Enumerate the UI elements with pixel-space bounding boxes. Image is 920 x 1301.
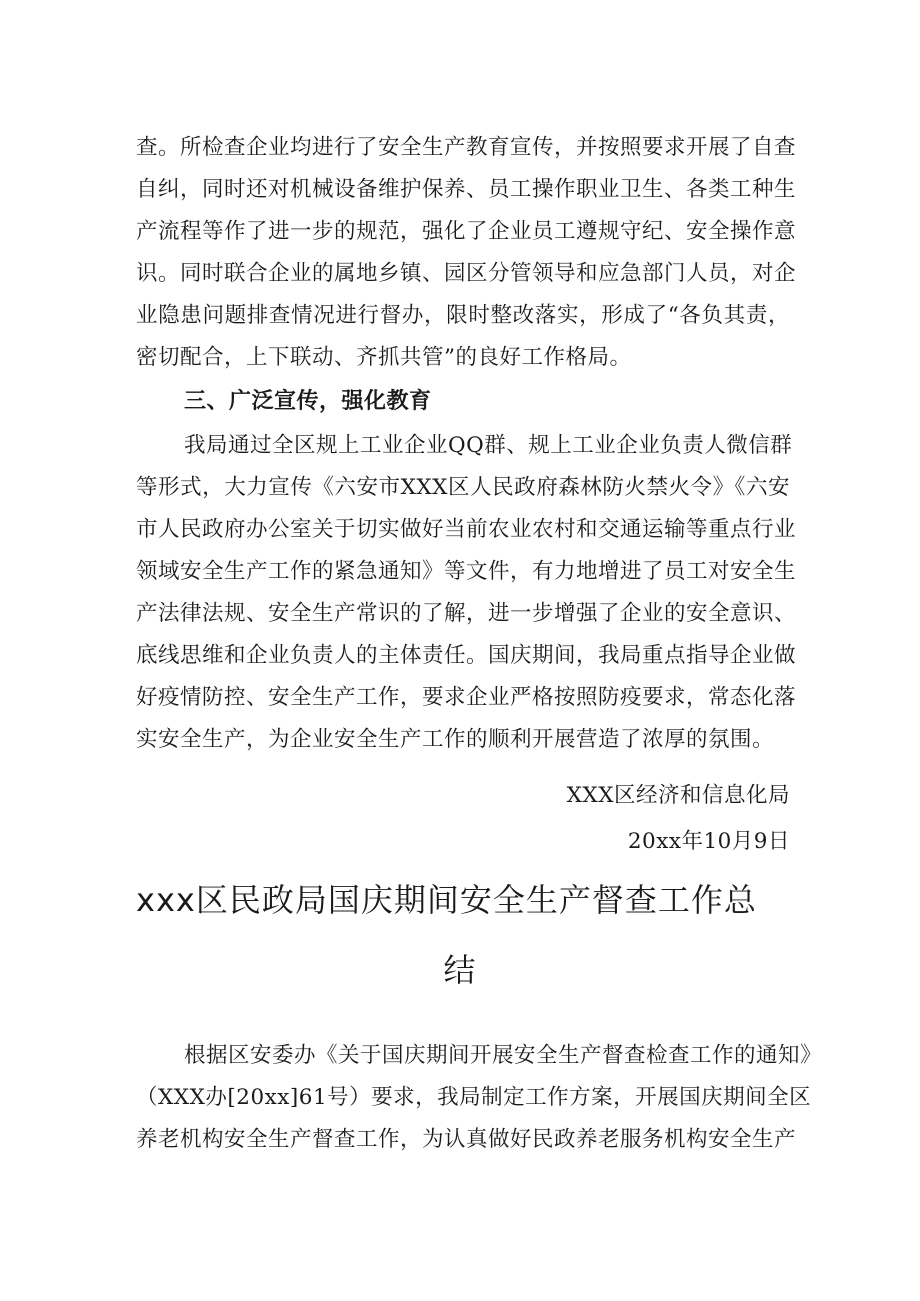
signature-date: 20xx年10月9日: [627, 829, 790, 854]
paragraph-line: 识。同时联合企业的属地乡镇、园区分管领导和应急部门人员，对企: [136, 261, 797, 286]
paragraph-line: 领域安全生产工作的紧急通知》等文件，有力地增进了员工对安全生: [136, 559, 797, 584]
paragraph-line: 底线思维和企业负责人的主体责任。国庆期间，我局重点指导企业做: [136, 643, 797, 668]
paragraph-line: 我局通过全区规上工业企业QQ群、规上工业企业负责人微信群: [184, 433, 793, 458]
paragraph-line: 产流程等作了进一步的规范，强化了企业员工遵规守纪、安全操作意: [136, 219, 797, 244]
paragraph-line: 产法律法规、安全生产常识的了解，进一步增强了企业的安全意识、: [136, 601, 797, 626]
paragraph-line: 自纠，同时还对机械设备维护保养、员工操作职业卫生、各类工种生: [136, 177, 797, 202]
section-heading: 三、广泛宣传，强化教育: [184, 389, 432, 414]
signature-organization: XXX区经济和信息化局: [566, 783, 790, 808]
paragraph-line: 养老机构安全生产督查工作，为认真做好民政养老服务机构安全生产: [136, 1127, 797, 1152]
paragraph-line: 业隐患问题排查情况进行督办，限时整改落实，形成了“各负其责，: [136, 303, 790, 328]
paragraph-line: （XXX办[20xx]61号）要求，我局制定工作方案，开展国庆期间全区: [136, 1085, 812, 1110]
document-title-continued: 结: [443, 951, 477, 989]
paragraph-line: 根据区安委办《关于国庆期间开展安全生产督查检查工作的通知》: [184, 1043, 823, 1068]
paragraph-line: 实安全生产，为企业安全生产工作的顺利开展营造了浓厚的氛围。: [136, 727, 775, 752]
document-title: xxx区民政局国庆期间安全生产督查工作总: [136, 881, 757, 919]
paragraph-line: 查。所检查企业均进行了安全生产教育宣传，并按照要求开展了自查: [136, 135, 797, 160]
paragraph-line: 好疫情防控、安全生产工作，要求企业严格按照防疫要求，常态化落: [136, 685, 797, 710]
paragraph-line: 市人民政府办公室关于切实做好当前农业农村和交通运输等重点行业: [136, 517, 797, 542]
paragraph-line: 等形式，大力宣传《六安市XXX区人民政府森林防火禁火令》《六安: [136, 475, 790, 500]
paragraph-line: 密切配合，上下联动、齐抓共管”的良好工作格局。: [136, 345, 632, 370]
